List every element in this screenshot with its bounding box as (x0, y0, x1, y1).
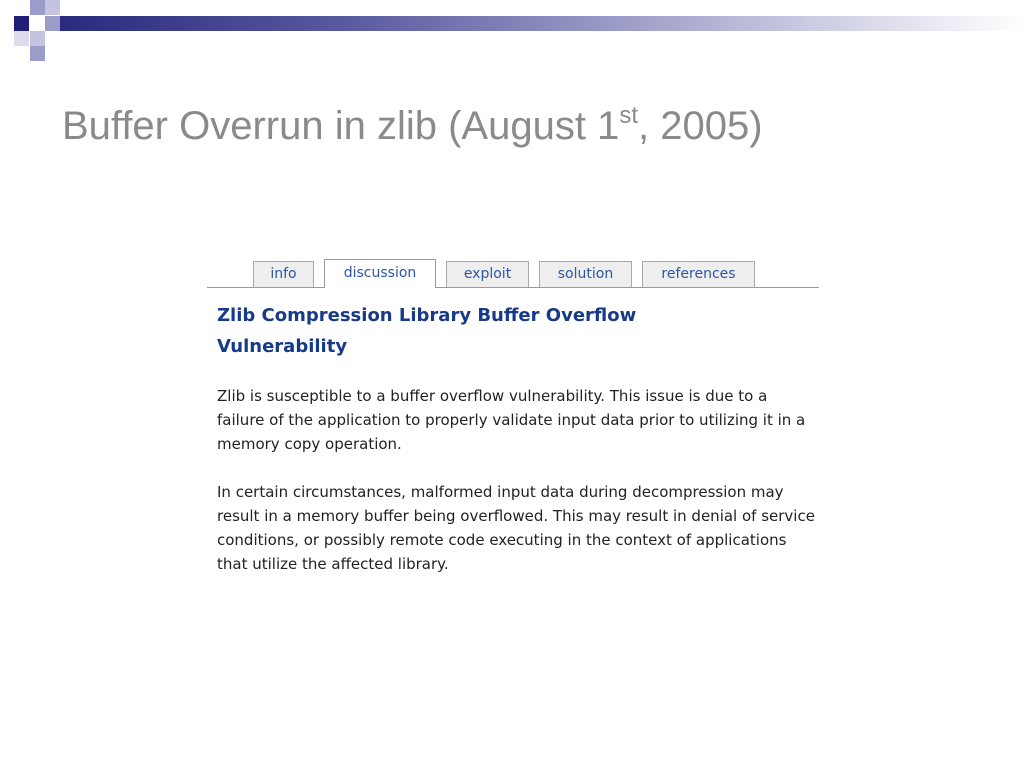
title-end: , 2005) (637, 104, 763, 148)
article-paragraph: In certain circumstances, malformed input data during decompression may result in a memory buffer being overflowed. This may result in denial of service conditions, or possibly remote code executing in the context of applications that utilize the affected library. (217, 483, 815, 573)
deco-square (30, 0, 45, 15)
deco-square (45, 0, 60, 15)
tab-solution[interactable]: solution (539, 261, 632, 287)
tab-info[interactable]: info (253, 261, 314, 287)
deco-square (45, 16, 60, 31)
title-main: Buffer Overrun in zlib (August 1 (62, 104, 620, 148)
deco-square (14, 16, 29, 31)
slide-title (62, 104, 763, 148)
tab-discussion[interactable]: discussion (324, 259, 436, 288)
slide-decoration (0, 0, 1024, 64)
title-superscript: st (619, 102, 638, 129)
deco-gradient-bar (60, 16, 1024, 31)
tab-bar-underline (207, 287, 819, 288)
article-paragraph: Zlib is susceptible to a buffer overflow vulnerability. This issue is due to a failure of the application to properly validate input data prior to utilizing it in a memory copy operation. (217, 387, 806, 453)
tab-references[interactable]: references (642, 261, 755, 287)
article-heading: Zlib Compression Library Buffer Overflow Vulnerability (217, 305, 637, 357)
deco-square (14, 31, 29, 46)
deco-square (30, 31, 45, 46)
tab-bar (207, 258, 819, 288)
tab-exploit[interactable]: exploit (446, 261, 529, 287)
embedded-screenshot (207, 258, 819, 618)
deco-square (30, 46, 45, 61)
